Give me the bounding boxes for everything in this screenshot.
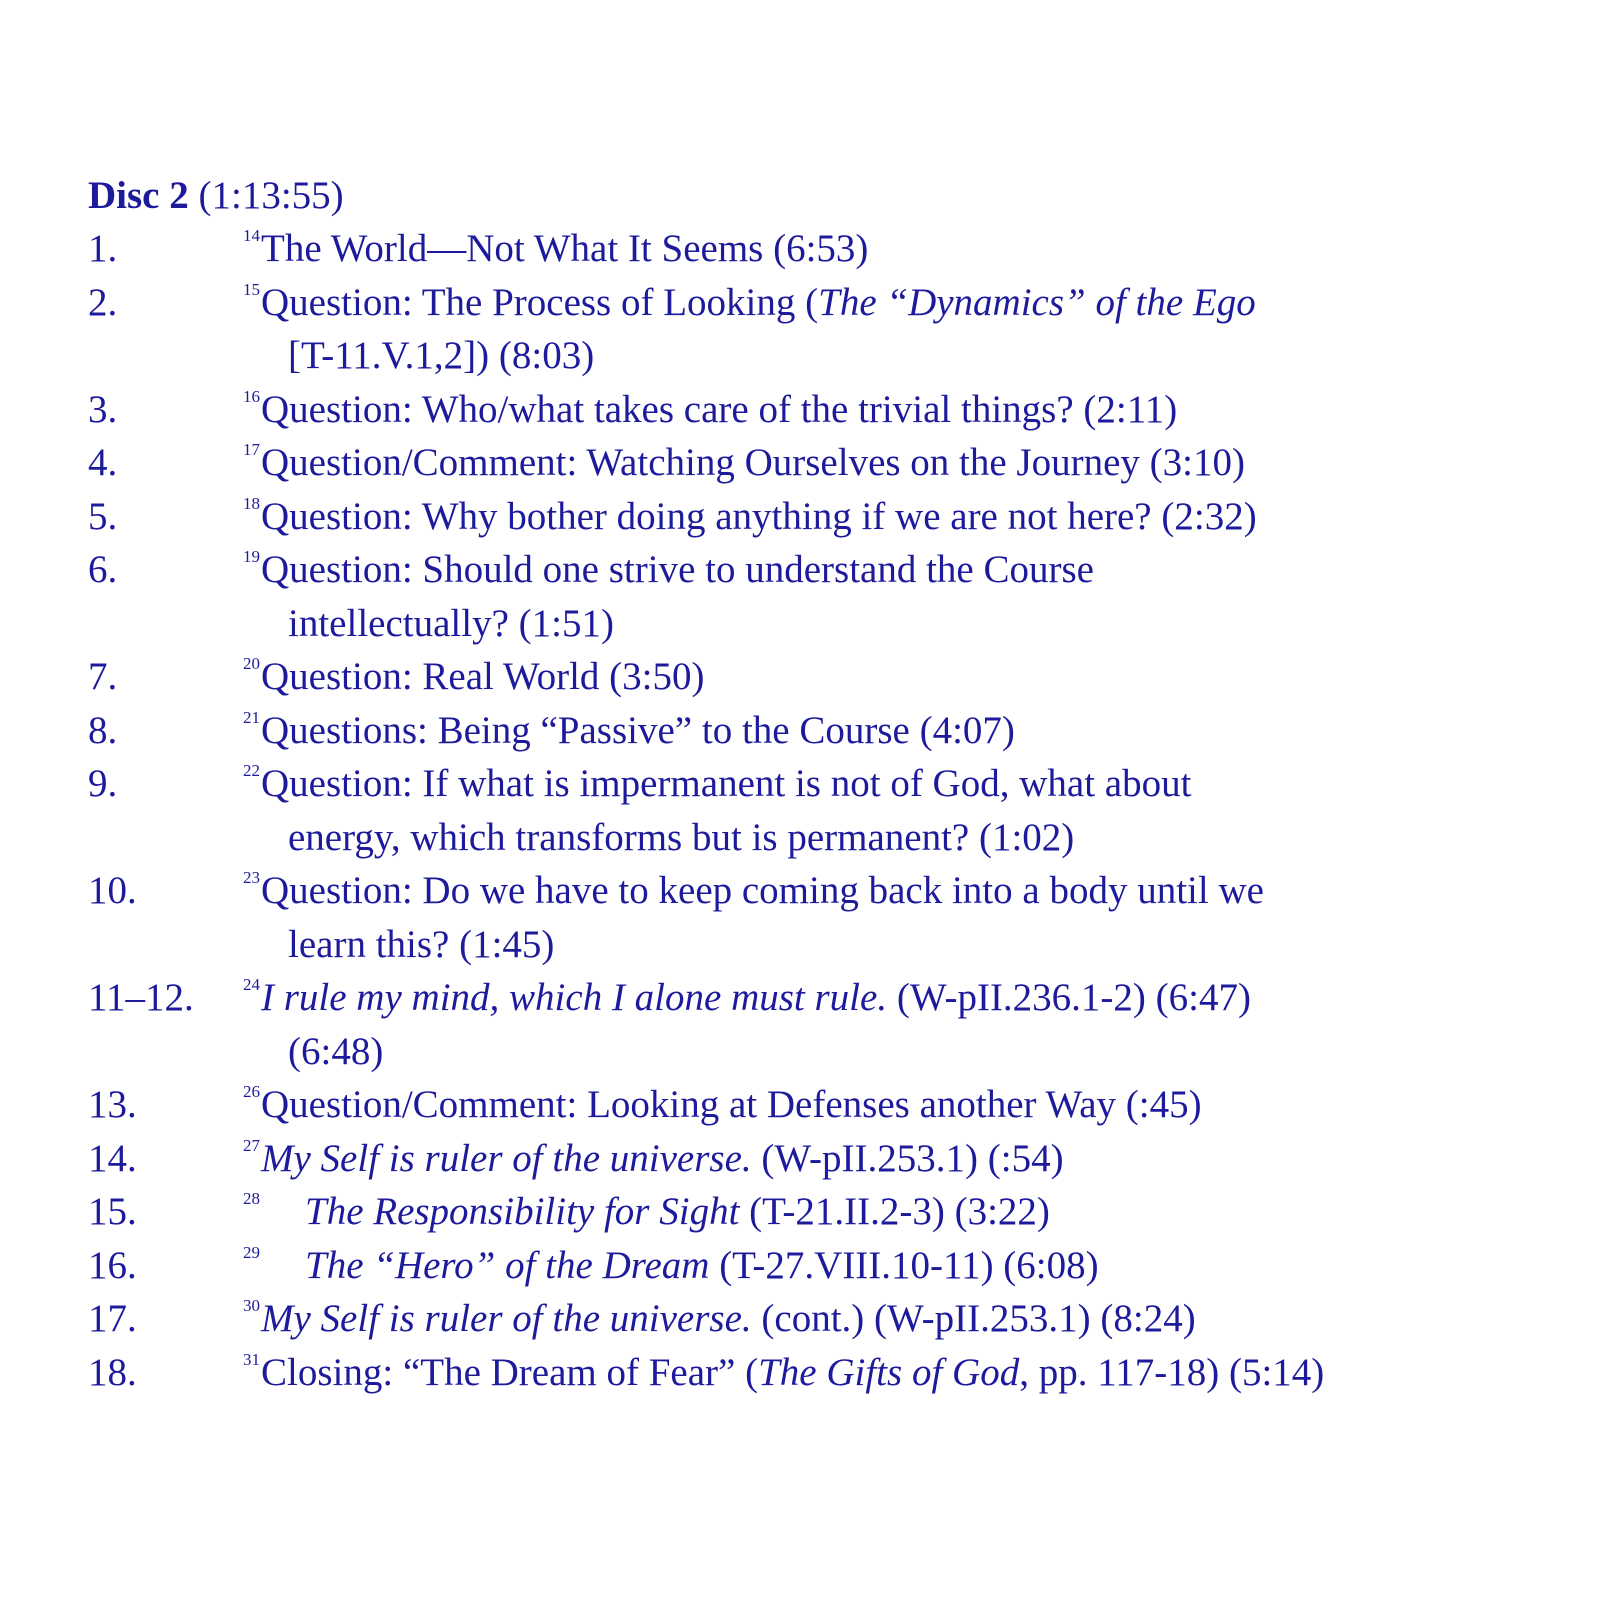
track-title-continuation	[243, 918, 1578, 972]
track-title-text: Question: Why bother doing anything if we are not here? (2:32)	[261, 494, 1257, 538]
track-entry	[88, 704, 1578, 758]
track-footnote-marker: 18	[243, 493, 260, 513]
track-entry	[88, 757, 1578, 864]
track-title-text: [T-11.V.1,2]) (8:03)	[288, 334, 595, 377]
track-title-text: Question/Comment: Looking at Defenses another Way (:45)	[261, 1083, 1202, 1126]
track-number: 1.	[88, 227, 118, 270]
track-title-italic: The “Dynamics” of the Ego	[818, 280, 1256, 324]
track-title-text: (T-21.II.2-3) (3:22)	[739, 1190, 1050, 1233]
disc-track-list	[88, 170, 1578, 1399]
track-title-text: Question: Should one strive to understand the Course	[261, 548, 1094, 591]
track-entry	[88, 971, 1578, 1078]
track-title-continuation	[243, 597, 1578, 651]
track-title-text: Question/Comment: Watching Ourselves on the Journey (3:10)	[261, 441, 1245, 484]
track-footnote-marker: 28	[243, 1189, 260, 1208]
track-footnote-marker: 22	[243, 761, 260, 780]
track-entry	[88, 650, 1578, 704]
track-number: 4.	[88, 441, 118, 484]
track-entries	[88, 222, 1578, 1399]
track-number: 3.	[88, 387, 118, 431]
track-title-line	[243, 1239, 1578, 1293]
track-title-line	[243, 704, 1578, 758]
disc-label: Disc 2	[88, 174, 189, 217]
track-number: 10.	[88, 869, 137, 912]
track-title-continuation	[243, 329, 1578, 383]
track-title-text: Question: Real World (3:50)	[261, 655, 705, 698]
track-title-italic: My Self is ruler of the universe.	[261, 1136, 752, 1180]
track-title-text: (W-pII.236.1-2) (6:47)	[887, 976, 1251, 1019]
track-footnote-marker: 30	[243, 1296, 260, 1315]
track-title-text: The World—Not What It Seems (6:53)	[261, 227, 869, 270]
track-entry	[88, 543, 1578, 650]
track-title-text: (T-27.VIII.10-11) (6:08)	[709, 1243, 1099, 1287]
track-number: 13.	[88, 1083, 137, 1126]
track-title-line	[243, 490, 1578, 544]
track-title-line	[243, 1132, 1578, 1186]
track-title-line	[243, 650, 1578, 704]
track-entry	[88, 1292, 1578, 1346]
track-number: 5.	[88, 494, 118, 538]
track-entry	[88, 1346, 1578, 1400]
track-number: 18.	[88, 1350, 137, 1394]
track-entry	[88, 1078, 1578, 1132]
track-title-text: (W-pII.253.1) (:54)	[751, 1136, 1064, 1180]
track-title-text: Question: Who/what takes care of the trivial things? (2:11)	[261, 387, 1178, 431]
track-title-line	[243, 543, 1578, 597]
track-footnote-marker: 17	[243, 440, 260, 459]
track-number: 17.	[88, 1297, 137, 1340]
track-title-line	[243, 1078, 1578, 1132]
track-title-text: energy, which transforms but is permanent? (1:02)	[288, 815, 1075, 859]
track-footnote-marker: 29	[243, 1242, 260, 1262]
track-title-italic: The “Hero” of the Dream	[305, 1243, 710, 1287]
track-footnote-marker: 19	[243, 547, 260, 566]
track-title-italic: My Self is ruler of the universe.	[261, 1297, 752, 1340]
track-title-line	[243, 436, 1578, 490]
track-title-line	[243, 757, 1578, 811]
track-entry	[88, 383, 1578, 437]
track-entry	[88, 1185, 1578, 1239]
track-entry	[88, 436, 1578, 490]
track-number: 15.	[88, 1190, 137, 1233]
track-footnote-marker: 23	[243, 868, 260, 887]
track-title-text: Closing: “The Dream of Fear” (	[261, 1350, 759, 1394]
track-number: 8.	[88, 708, 118, 752]
track-title-text: intellectually? (1:51)	[288, 601, 614, 645]
track-entry	[88, 1239, 1578, 1293]
track-title-text: Question: The Process of Looking (	[261, 280, 819, 324]
track-number: 6.	[88, 548, 118, 591]
disc-heading	[88, 170, 1578, 222]
track-title-continuation	[243, 1025, 1578, 1079]
track-title-text: learn this? (1:45)	[288, 922, 555, 966]
track-entry	[88, 490, 1578, 544]
track-footnote-marker: 26	[243, 1082, 260, 1101]
track-footnote-marker: 15	[243, 279, 260, 299]
track-title-line	[243, 222, 1578, 276]
track-title-continuation	[243, 811, 1578, 865]
track-title-line	[243, 1185, 1578, 1239]
track-title-line	[243, 1292, 1578, 1346]
track-footnote-marker: 24	[243, 975, 260, 994]
track-title-text: , pp. 117-18) (5:14)	[1019, 1350, 1325, 1394]
track-title-text: Question: If what is impermanent is not of God, what about	[261, 762, 1192, 805]
track-footnote-marker: 16	[243, 386, 260, 406]
track-number: 7.	[88, 655, 118, 698]
track-number: 11–12.	[88, 976, 194, 1019]
track-title-line	[243, 276, 1578, 330]
track-number: 16.	[88, 1243, 137, 1287]
track-footnote-marker: 31	[243, 1349, 260, 1369]
track-title-text: Question: Do we have to keep coming back into a body until we	[261, 869, 1264, 912]
disc-duration: (1:13:55)	[198, 174, 344, 217]
track-title-italic: I rule my mind, which I alone must rule.	[261, 976, 888, 1019]
track-number: 2.	[88, 280, 118, 324]
track-title-text: (cont.) (W-pII.253.1) (8:24)	[751, 1297, 1196, 1340]
track-title-line	[243, 383, 1578, 437]
track-footnote-marker: 27	[243, 1135, 260, 1155]
track-footnote-marker: 14	[243, 226, 260, 245]
track-number: 14.	[88, 1136, 137, 1180]
track-title-line	[243, 971, 1578, 1025]
track-footnote-marker: 21	[243, 707, 260, 727]
track-entry	[88, 864, 1578, 971]
track-footnote-marker: 20	[243, 654, 260, 673]
track-title-text: Questions: Being “Passive” to the Course (4:07)	[261, 708, 1015, 752]
track-title-italic: The Gifts of God	[758, 1350, 1020, 1394]
track-number: 9.	[88, 762, 118, 805]
track-entry	[88, 1132, 1578, 1186]
track-title-text: (6:48)	[288, 1029, 384, 1073]
track-title-italic: The Responsibility for Sight	[305, 1190, 740, 1233]
track-entry	[88, 222, 1578, 276]
track-title-line	[243, 1346, 1578, 1400]
track-title-line	[243, 864, 1578, 918]
track-entry	[88, 276, 1578, 383]
